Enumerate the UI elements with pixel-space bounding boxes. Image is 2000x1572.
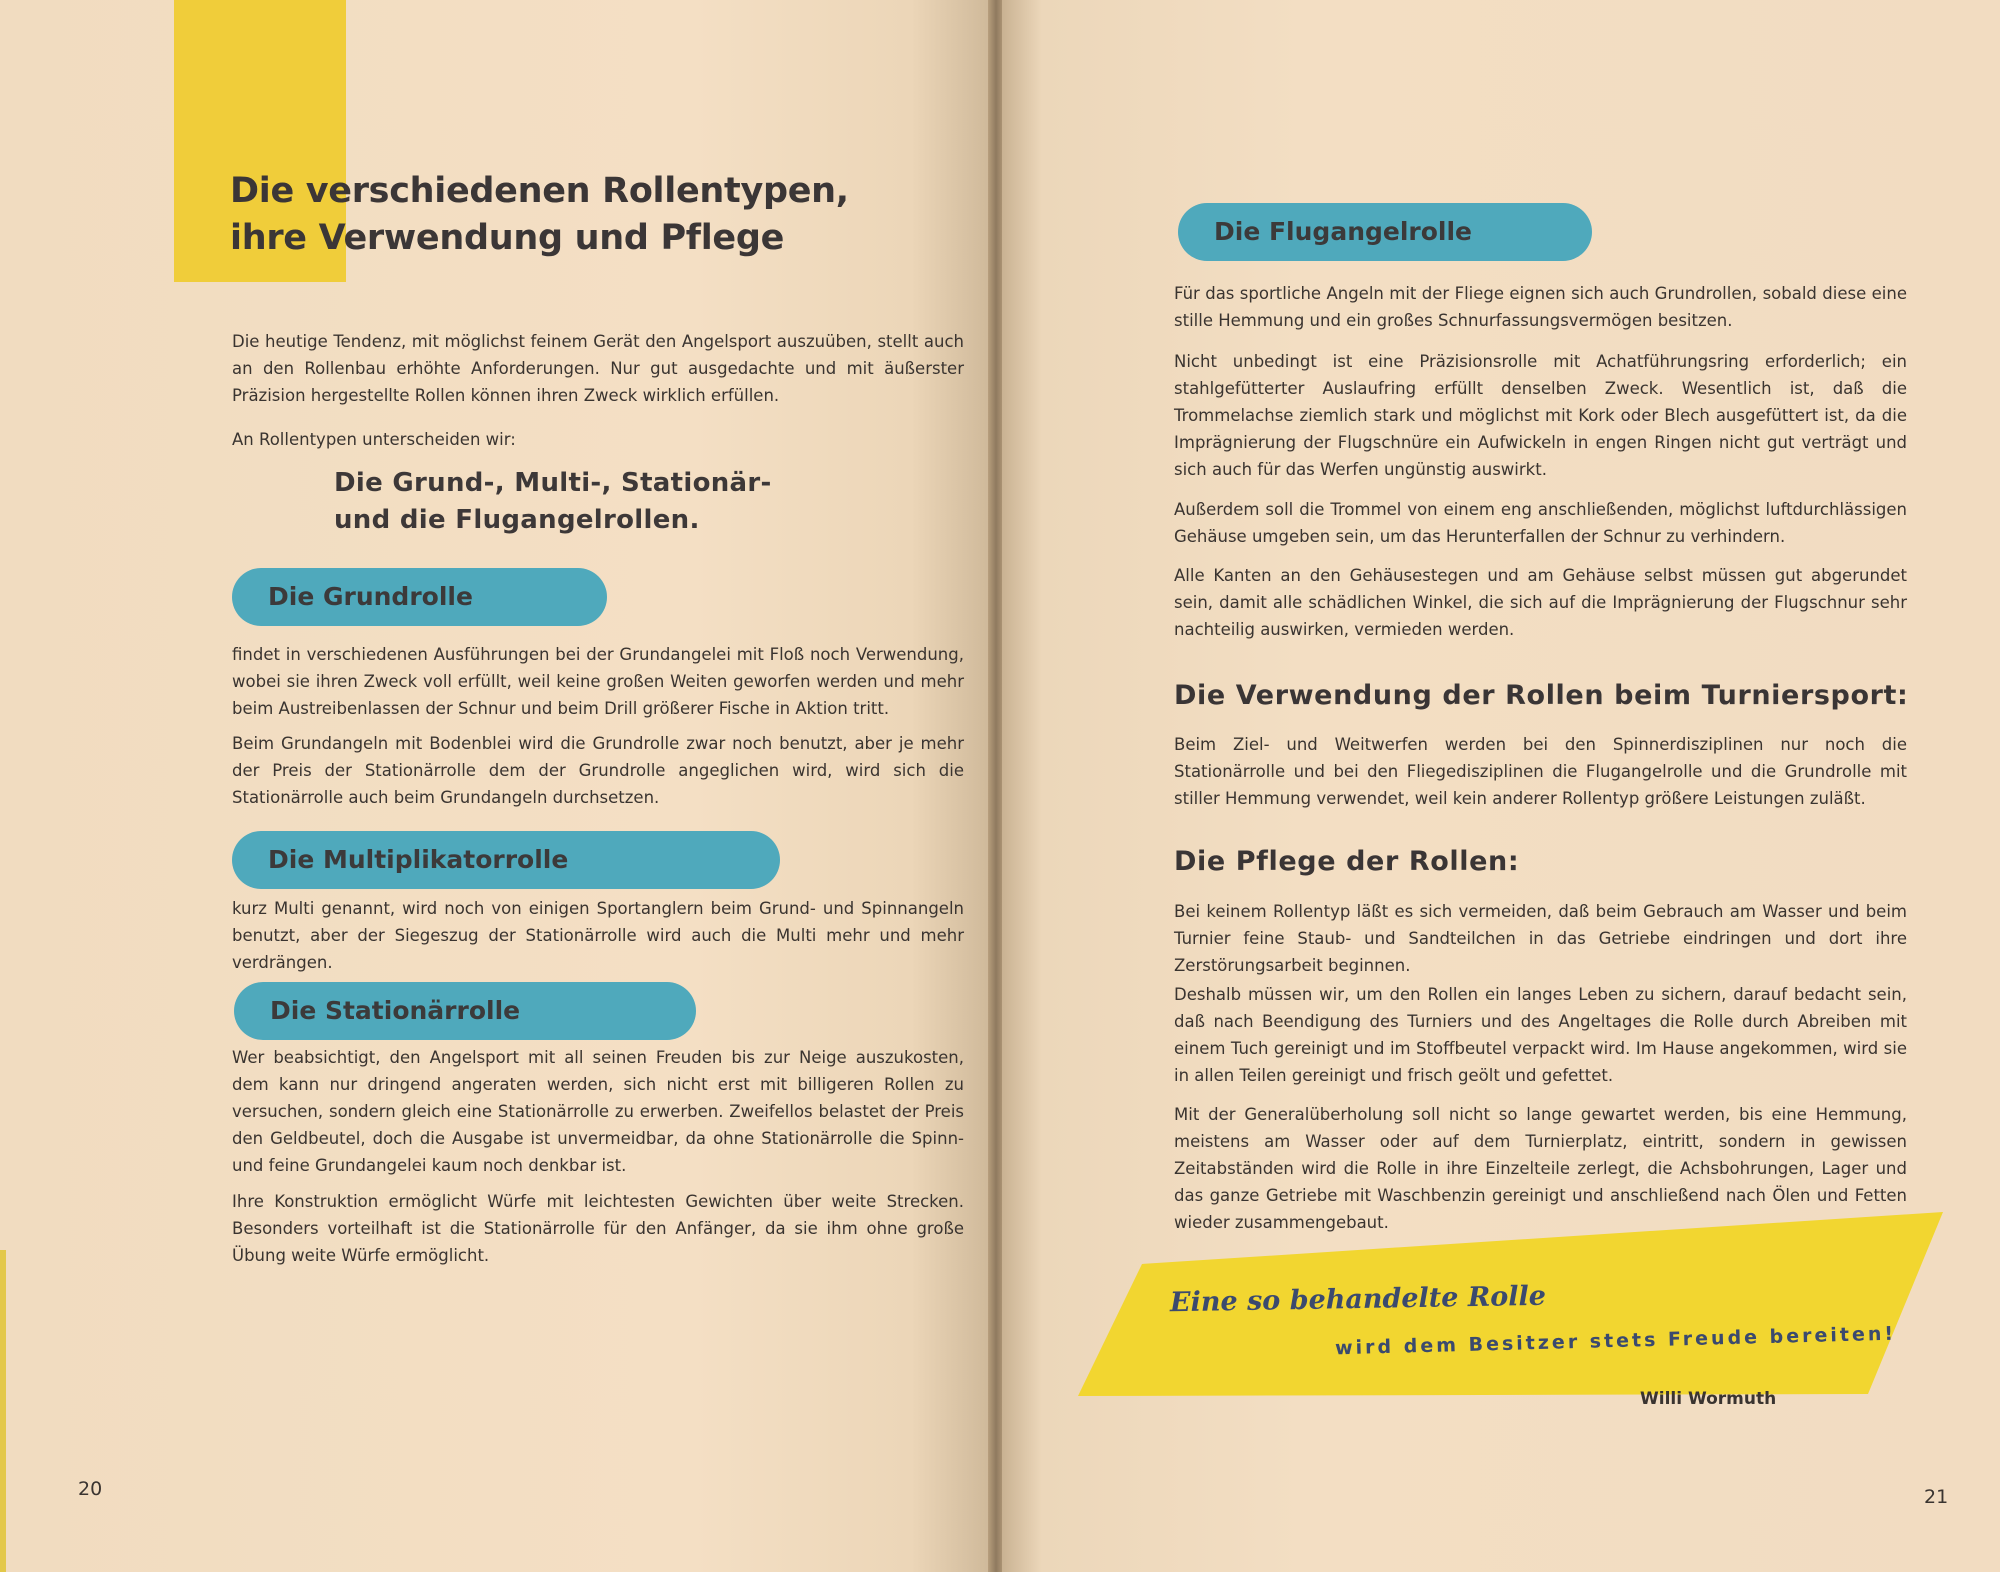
quote-author: Willi Wormuth: [1640, 1389, 1777, 1409]
roll-types-line1: Die Grund-, Multi-, Stationär-: [334, 468, 772, 498]
left-edge-yellow-strip: [0, 1250, 6, 1572]
flug-paragraph-3: Außerdem soll die Trommel von einem eng anschließenden, möglichst luftdurchlässigen Gehäuse umgeben sein, um das Herunterfallen der Schnur zu verhindern.: [1174, 500, 1907, 546]
stationaer-paragraph-1: Wer beabsichtigt, den Angelsport mit all seinen Freuden bis zur Neige auszukosten, dem kann nur dringend angeraten werden, sich nicht erst mit billigeren Rollen zu versuchen, sondern gleich eine Stationärrolle zu erwerben. Zweifellos belastet der Preis den Geldbeutel, doch die Ausgabe ist unvermeidbar, da ohne Stationärrolle die Spinn- und feine Grundangelei kaum noch denkbar ist.: [232, 1048, 964, 1175]
heading-flugangelrolle: Die Flugangelrolle: [1178, 203, 1592, 261]
chapter-title-line1: Die verschiedenen Rollentypen,: [230, 171, 849, 211]
page-number-right: 21: [1924, 1486, 1949, 1508]
heading-turniersport: Die Verwendung der Rollen beim Turniersport:: [1174, 680, 1909, 711]
roll-types-line2: und die Flugangelrollen.: [334, 505, 700, 535]
intro-paragraph: Die heutige Tendenz, mit möglichst feinem Gerät den Angelsport auszuüben, stellt auch an den Rollenbau erhöhte Anforderungen. Nur gut ausgedachte und mit äußerster Präzision hergestellte Rollen können ihren Zweck wirklich erfüllen.: [232, 332, 964, 405]
roll-types-emphasis: [334, 465, 772, 539]
page-number-left: 20: [78, 1478, 103, 1500]
heading-stationaerrolle: Die Stationärrolle: [234, 982, 696, 1040]
pflege-paragraph-3: Mit der Generalüberholung soll nicht so lange gewartet werden, bis eine Hemmung, meistens am Wasser oder auf dem Turnierplatz, eintritt, sondern in gewissen Zeitabständen wird die Rolle in ihre Einzelteile zerlegt, die Achsbohrungen, Lager und das ganze Getriebe mit Waschbenzin gereinigt und anschließend nach Ölen und Fetten wieder zusammengebaut.: [1174, 1105, 1907, 1232]
heading-pflege: Die Pflege der Rollen:: [1174, 846, 1520, 877]
chapter-title: [230, 168, 849, 262]
flug-paragraph-2: Nicht unbedingt ist eine Präzisionsrolle mit Achatführungsring erforderlich; ein stahlgefütterter Auslaufring erfüllt denselben Zweck. Wesentlich ist, daß die Trommelachse ziemlich stark und möglichst mit Kork oder Blech ausgefüttert ist, da die Imprägnierung der Flugschnüre ein Aufwickeln in engen Ringen nicht gut verträgt und sich auch für das Werfen ungünstig auswirkt.: [1174, 352, 1907, 479]
grundrolle-paragraph-1: findet in verschiedenen Ausführungen bei der Grundangelei mit Floß noch Verwendung, wobei sie ihren Zweck voll erfüllt, weil keine großen Weiten geworfen werden und mehr beim Austreibenlassen der Schnur und beim Drill größerer Fische in Aktion tritt.: [232, 645, 964, 718]
flug-paragraph-1: Für das sportliche Angeln mit der Fliege eignen sich auch Grundrollen, sobald diese eine stille Hemmung und ein großes Schnurfassungsvermögen besitzen.: [1174, 284, 1907, 330]
pflege-paragraph-1: Bei keinem Rollentyp läßt es sich vermeiden, daß beim Gebrauch am Wasser und beim Turnier feine Staub- und Sandteilchen in das Getriebe eindringen und dort ihre Zerstörungsarbeit beginnen.: [1174, 902, 1907, 975]
chapter-title-line2: ihre Verwendung und Pflege: [230, 218, 785, 258]
heading-grundrolle: Die Grundrolle: [232, 568, 607, 626]
left-page: [0, 0, 990, 1572]
intro-types-line: An Rollentypen unterscheiden wir:: [232, 430, 516, 449]
heading-multiplikatorrolle: Die Multiplikatorrolle: [232, 831, 780, 889]
multi-paragraph-1: kurz Multi genannt, wird noch von einigen Sportanglern beim Grund- und Spinnangeln benutzt, aber der Siegeszug der Stationärrolle wird auch die Multi mehr und mehr verdrängen.: [232, 899, 964, 972]
quote-line-2: wird dem Besitzer stets Freude bereiten!: [1334, 1322, 1897, 1360]
turnier-paragraph-1: Beim Ziel- und Weitwerfen werden bei den Spinnerdisziplinen nur noch die Stationärrolle und bei den Fliegedisziplinen die Flugangelrolle und die Grundrolle mit stiller Hemmung verwendet, weil kein anderer Rollentyp größere Leistungen zuläßt.: [1174, 735, 1907, 808]
stationaer-paragraph-2: Ihre Konstruktion ermöglicht Würfe mit leichtesten Gewichten über weite Strecken. Besonders vorteilhaft ist die Stationärrolle für den Anfänger, da sie ihm ohne große Übung weite Würfe ermöglicht.: [232, 1192, 964, 1265]
grundrolle-paragraph-2: Beim Grundangeln mit Bodenblei wird die Grundrolle zwar noch benutzt, aber je mehr der Preis der Stationärrolle dem der Grundrolle angeglichen wird, wird sich die Stationärrolle auch beim Grundangeln durchsetzen.: [232, 734, 964, 807]
pflege-paragraph-2: Deshalb müssen wir, um den Rollen ein langes Leben zu sichern, darauf bedacht sein, daß nach Beendigung des Turniers und des Angeltages die Rolle durch Abreiben mit einem Tuch gereinigt und im Stoffbeutel verpackt wird. Im Hause angekommen, wird sie in allen Teilen gereinigt und frisch geölt und gefettet.: [1174, 985, 1907, 1085]
quote-line-1: Eine so behandelte Rolle: [1169, 1280, 1547, 1319]
flug-paragraph-4: Alle Kanten an den Gehäusestegen und am Gehäuse selbst müssen gut abgerundet sein, damit alle schädlichen Winkel, die sich auf die Imprägnierung der Flugschnur sehr nachteilig auswirken, vermieden werden.: [1174, 566, 1907, 639]
